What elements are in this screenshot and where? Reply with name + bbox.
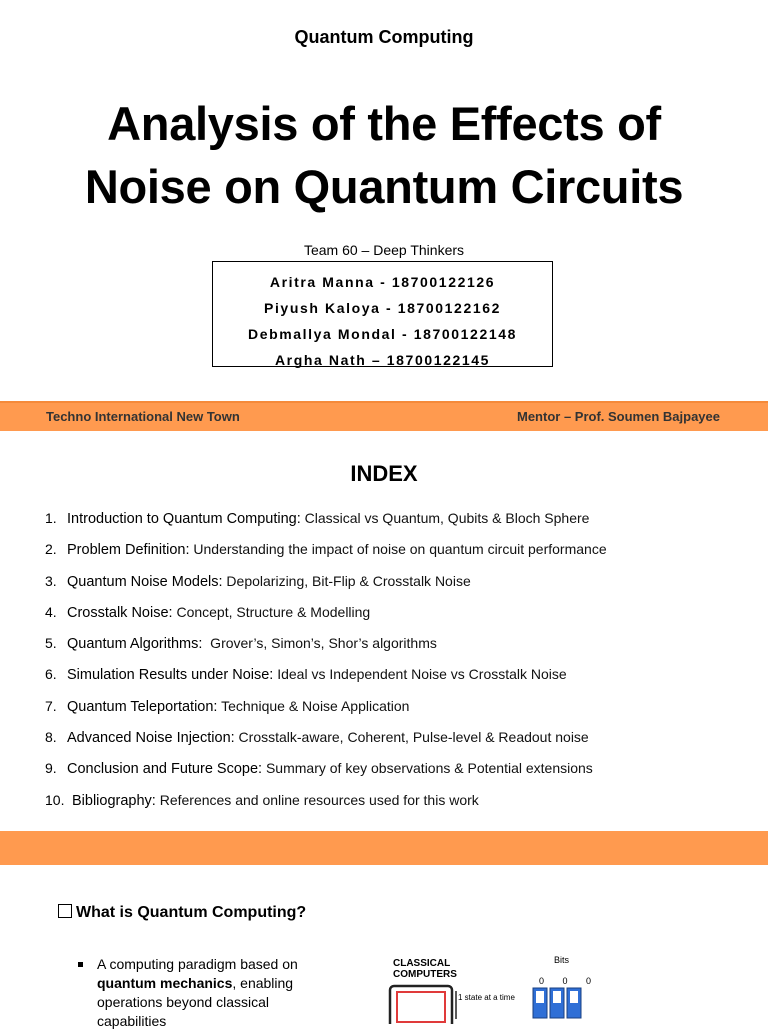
index-number: 4.	[45, 603, 57, 620]
bullet-text-pre: A computing paradigm based on	[97, 956, 298, 972]
index-heading: Bibliography:	[72, 792, 156, 809]
index-heading: Conclusion and Future Scope:	[67, 761, 263, 778]
section-divider-band	[0, 831, 768, 865]
index-description: Depolarizing, Bit-Flip & Crosstalk Noise	[222, 572, 471, 589]
index-number: 7.	[45, 697, 57, 714]
team-member: Argha Nath – 18700122145	[274, 352, 491, 368]
index-item	[45, 570, 745, 601]
index-description: Technique & Noise Application	[217, 697, 410, 714]
bullet-text	[97, 955, 318, 1031]
mentor-name: Mentor – Prof. Soumen Bajpayee	[517, 409, 720, 424]
title-line-1: Analysis of the Effects of	[107, 97, 661, 150]
title-line-2: Noise on Quantum Circuits	[84, 160, 684, 213]
index-number: 5.	[45, 635, 57, 652]
index-description: Understanding the impact of noise on quantum circuit performance	[189, 541, 607, 558]
index-number: 9.	[45, 760, 57, 777]
index-heading: Problem Definition:	[67, 542, 190, 559]
index-heading: Introduction to Quantum Computing:	[67, 511, 301, 527]
checkbox-bullet-icon	[58, 904, 72, 918]
subject-header: Quantum Computing	[294, 27, 474, 47]
index-heading: Simulation Results under Noise:	[67, 667, 274, 684]
index-number: 8.	[45, 729, 57, 746]
state-label: 1 state at a time	[458, 993, 515, 1002]
index-item	[45, 601, 745, 632]
bit-switch-1-knob	[536, 991, 544, 1003]
diagram-graphics	[388, 955, 618, 1024]
index-heading: Advanced Noise Injection:	[67, 730, 235, 747]
institute-name: Techno International New Town	[46, 409, 240, 424]
square-bullet-icon	[78, 962, 83, 967]
index-item	[45, 695, 745, 726]
index-number: 1.	[45, 510, 57, 526]
classical-computer-diagram	[388, 955, 618, 1024]
index-heading: Crosstalk Noise:	[67, 604, 173, 621]
team-members-box	[212, 261, 553, 367]
index-item	[45, 789, 745, 820]
index-list	[45, 507, 745, 820]
bit-switch-3-knob	[570, 991, 578, 1003]
index-description: Summary of key observations & Potential extensions	[262, 760, 593, 777]
index-item	[45, 632, 745, 663]
index-item	[45, 663, 745, 694]
index-heading: Quantum Algorithms:	[67, 636, 203, 653]
index-title: INDEX	[350, 461, 418, 486]
section-heading	[58, 904, 306, 922]
bit-switch-2-knob	[553, 991, 561, 1003]
index-number: 6.	[45, 666, 57, 683]
bit-values: 0 0 0	[539, 976, 600, 986]
team-member: Piyush Kaloya - 18700122162	[264, 300, 501, 316]
bullet-item	[78, 955, 318, 1031]
index-item	[45, 538, 745, 569]
bullet-text-bold: quantum mechanics	[97, 975, 233, 991]
index-description: Crosstalk-aware, Coherent, Pulse-level & Readout noise	[234, 729, 589, 746]
index-heading: Quantum Teleportation:	[67, 698, 218, 715]
bits-label: Bits	[554, 955, 570, 965]
page-title	[0, 92, 768, 218]
index-description: Grover’s, Simon’s, Shor’s algorithms	[202, 635, 437, 652]
red-state-box	[397, 992, 445, 1022]
team-name: Team 60 – Deep Thinkers	[303, 242, 465, 258]
section-heading-text: What is Quantum Computing?	[76, 904, 307, 921]
classical-computers-label: CLASSICAL COMPUTERS	[393, 958, 457, 980]
index-number: 3.	[45, 572, 57, 589]
index-description: References and online resources used for this work	[155, 791, 479, 808]
bullet-text-post: , enabling operations beyond classical capabilities	[97, 975, 294, 1029]
index-description: Ideal vs Independent Noise vs Crosstalk Noise	[273, 666, 567, 683]
index-number: 2.	[45, 541, 57, 558]
index-item	[45, 757, 745, 788]
index-heading: Quantum Noise Models:	[67, 573, 223, 590]
index-description: Classical vs Quantum, Qubits & Bloch Sphere	[300, 510, 590, 526]
team-member: Aritra Manna - 18700122126	[269, 274, 496, 290]
info-band	[0, 401, 768, 431]
index-description: Concept, Structure & Modelling	[172, 603, 371, 620]
index-number: 10.	[45, 791, 65, 808]
index-item	[45, 507, 745, 538]
index-item	[45, 726, 745, 757]
team-member: Debmallya Mondal - 18700122148	[247, 326, 517, 342]
